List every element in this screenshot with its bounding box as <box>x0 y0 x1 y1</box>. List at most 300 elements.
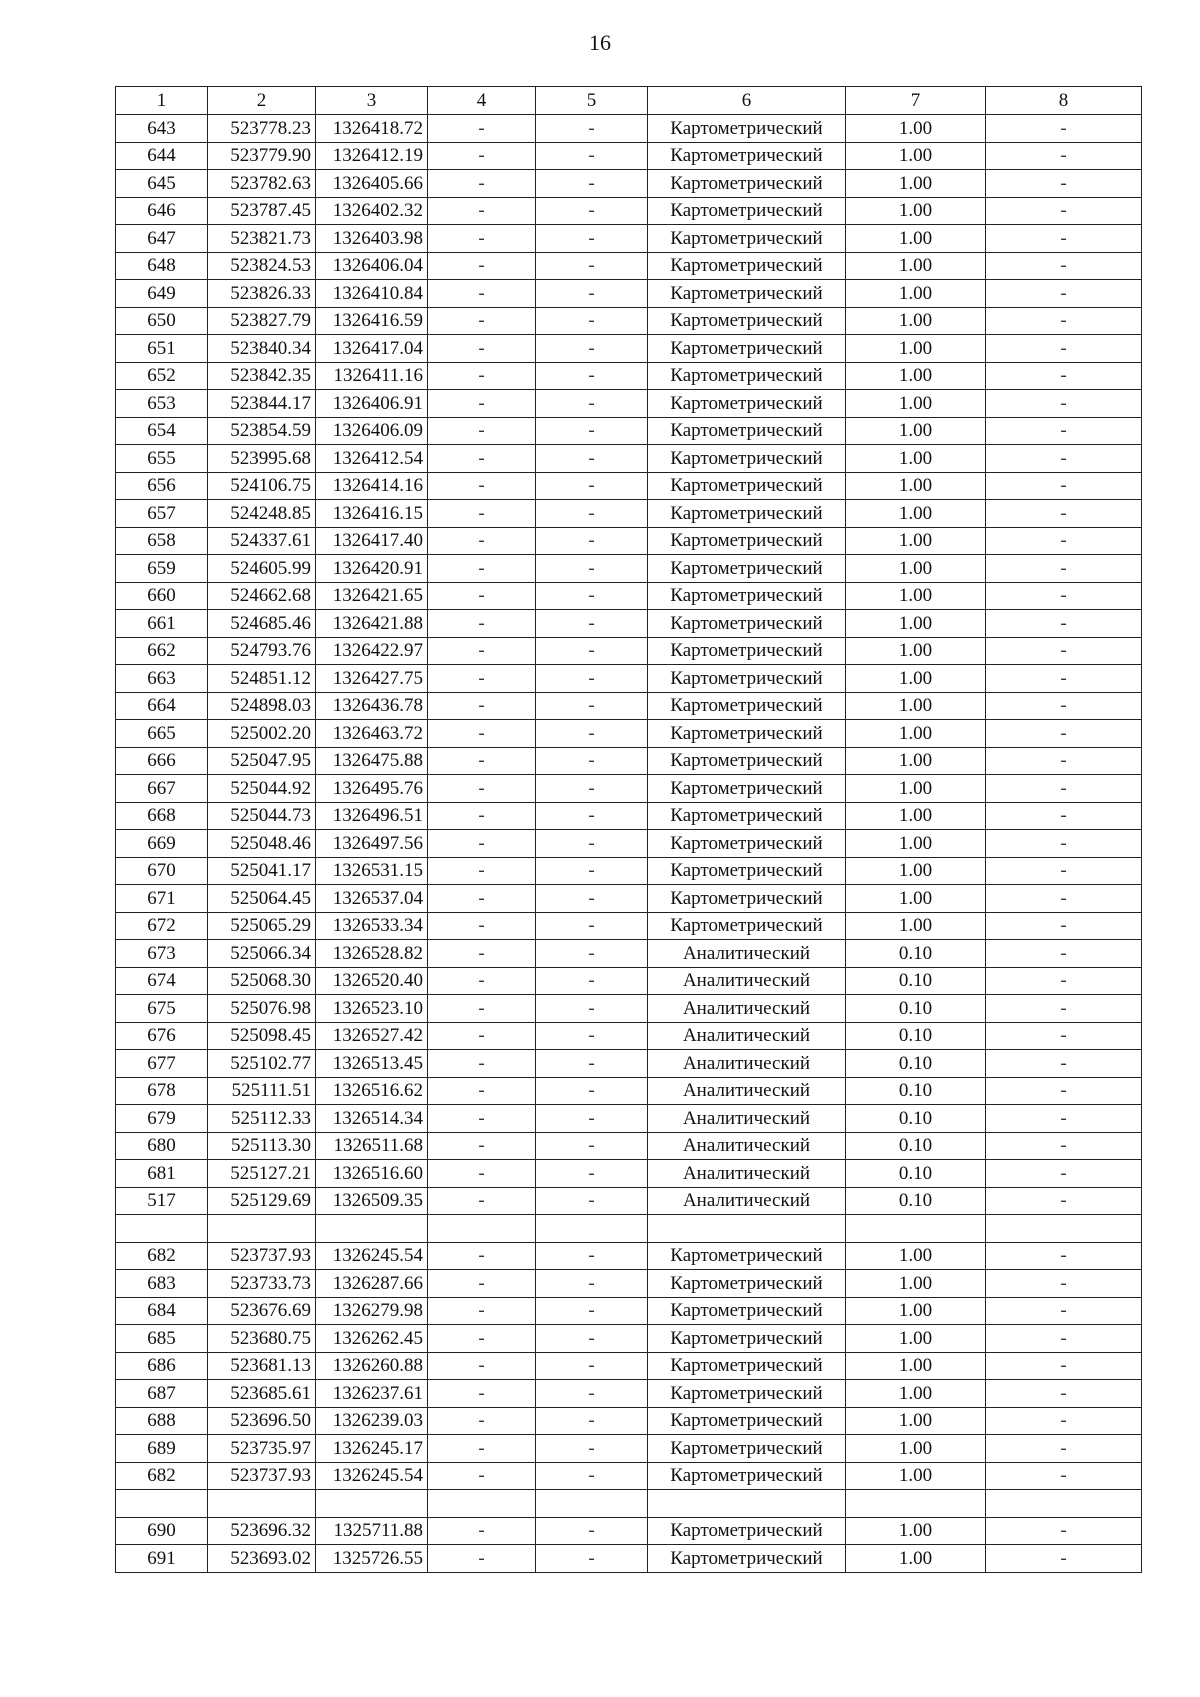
column-4-cell: - <box>428 1242 536 1270</box>
y-coordinate-cell: 1326417.40 <box>316 527 428 555</box>
column-5-cell: - <box>536 390 648 418</box>
x-coordinate-cell: 524248.85 <box>208 500 316 528</box>
page-number: 16 <box>589 30 611 55</box>
column-8-cell: - <box>986 912 1142 940</box>
accuracy-cell: 1.00 <box>846 445 986 473</box>
column-8-cell: - <box>986 142 1142 170</box>
column-4-cell: - <box>428 197 536 225</box>
point-number-cell: 645 <box>116 170 208 198</box>
x-coordinate-cell: 523733.73 <box>208 1270 316 1298</box>
column-8-cell: - <box>986 225 1142 253</box>
method-cell: Картометрический <box>648 692 846 720</box>
table-row <box>116 500 1142 528</box>
x-coordinate-cell: 523842.35 <box>208 362 316 390</box>
method-cell: Аналитический <box>648 995 846 1023</box>
y-coordinate-cell: 1326239.03 <box>316 1407 428 1435</box>
point-number-cell: 659 <box>116 555 208 583</box>
column-8-cell: - <box>986 940 1142 968</box>
x-coordinate-cell: 525127.21 <box>208 1160 316 1188</box>
method-cell <box>648 1215 846 1243</box>
column-4-cell: - <box>428 335 536 363</box>
method-cell: Картометрический <box>648 197 846 225</box>
column-5-cell: - <box>536 1545 648 1573</box>
column-4-cell: - <box>428 665 536 693</box>
table-row <box>116 555 1142 583</box>
column-8-cell <box>986 1490 1142 1518</box>
y-coordinate-cell: 1326427.75 <box>316 665 428 693</box>
x-coordinate-cell <box>208 1490 316 1518</box>
column-8-cell: - <box>986 637 1142 665</box>
column-4-cell: - <box>428 692 536 720</box>
point-number-cell: 688 <box>116 1407 208 1435</box>
column-8-cell: - <box>986 775 1142 803</box>
y-coordinate-cell: 1326245.54 <box>316 1462 428 1490</box>
point-number-cell: 682 <box>116 1462 208 1490</box>
point-number-cell: 669 <box>116 830 208 858</box>
y-coordinate-cell: 1326418.72 <box>316 115 428 143</box>
column-5-cell: - <box>536 775 648 803</box>
column-8-cell: - <box>986 830 1142 858</box>
method-cell: Картометрический <box>648 610 846 638</box>
y-coordinate-cell: 1326402.32 <box>316 197 428 225</box>
column-8-cell: - <box>986 720 1142 748</box>
table-row <box>116 1545 1142 1573</box>
x-coordinate-cell: 523680.75 <box>208 1325 316 1353</box>
accuracy-cell: 1.00 <box>846 1325 986 1353</box>
column-4-cell: - <box>428 912 536 940</box>
accuracy-cell: 1.00 <box>846 692 986 720</box>
column-4-cell: - <box>428 857 536 885</box>
y-coordinate-cell: 1326262.45 <box>316 1325 428 1353</box>
x-coordinate-cell: 525113.30 <box>208 1132 316 1160</box>
method-cell: Картометрический <box>648 802 846 830</box>
y-coordinate-cell: 1326421.88 <box>316 610 428 638</box>
x-coordinate-cell: 523840.34 <box>208 335 316 363</box>
column-header: 3 <box>316 87 428 115</box>
method-cell: Картометрический <box>648 472 846 500</box>
column-4-cell: - <box>428 1105 536 1133</box>
y-coordinate-cell: 1326406.91 <box>316 390 428 418</box>
method-cell: Аналитический <box>648 1187 846 1215</box>
y-coordinate-cell: 1326279.98 <box>316 1297 428 1325</box>
column-8-cell: - <box>986 1325 1142 1353</box>
accuracy-cell <box>846 1215 986 1243</box>
point-number-cell: 663 <box>116 665 208 693</box>
accuracy-cell: 1.00 <box>846 417 986 445</box>
column-4-cell: - <box>428 940 536 968</box>
column-5-cell: - <box>536 912 648 940</box>
column-5-cell: - <box>536 362 648 390</box>
column-8-cell: - <box>986 1435 1142 1463</box>
x-coordinate-cell: 523826.33 <box>208 280 316 308</box>
x-coordinate-cell: 525111.51 <box>208 1077 316 1105</box>
method-cell: Картометрический <box>648 1435 846 1463</box>
method-cell <box>648 1490 846 1518</box>
column-8-cell: - <box>986 1105 1142 1133</box>
column-5-cell: - <box>536 1462 648 1490</box>
column-8-cell: - <box>986 995 1142 1023</box>
column-5-cell: - <box>536 307 648 335</box>
column-4-cell: - <box>428 995 536 1023</box>
column-8-cell <box>986 1215 1142 1243</box>
column-5-cell: - <box>536 555 648 583</box>
y-coordinate-cell: 1326422.97 <box>316 637 428 665</box>
column-5-cell: - <box>536 445 648 473</box>
column-header: 7 <box>846 87 986 115</box>
method-cell: Аналитический <box>648 940 846 968</box>
x-coordinate-cell: 523696.50 <box>208 1407 316 1435</box>
column-8-cell: - <box>986 1545 1142 1573</box>
table-row <box>116 582 1142 610</box>
column-5-cell: - <box>536 197 648 225</box>
method-cell: Аналитический <box>648 1132 846 1160</box>
point-number-cell: 643 <box>116 115 208 143</box>
column-5-cell: - <box>536 747 648 775</box>
column-5-cell: - <box>536 665 648 693</box>
accuracy-cell: 1.00 <box>846 142 986 170</box>
table-row <box>116 610 1142 638</box>
method-cell: Картометрический <box>648 280 846 308</box>
point-number-cell: 660 <box>116 582 208 610</box>
column-5-cell: - <box>536 527 648 555</box>
column-8-cell: - <box>986 1242 1142 1270</box>
table-row <box>116 472 1142 500</box>
point-number-cell: 665 <box>116 720 208 748</box>
table-row <box>116 197 1142 225</box>
x-coordinate-cell: 523735.97 <box>208 1435 316 1463</box>
x-coordinate-cell: 524605.99 <box>208 555 316 583</box>
method-cell: Аналитический <box>648 1160 846 1188</box>
column-4-cell: - <box>428 610 536 638</box>
column-5-cell: - <box>536 720 648 748</box>
column-header: 1 <box>116 87 208 115</box>
x-coordinate-cell: 524851.12 <box>208 665 316 693</box>
column-8-cell: - <box>986 1077 1142 1105</box>
x-coordinate-cell: 523685.61 <box>208 1380 316 1408</box>
point-number-cell: 675 <box>116 995 208 1023</box>
point-number-cell: 662 <box>116 637 208 665</box>
column-5-cell: - <box>536 1407 648 1435</box>
column-8-cell: - <box>986 665 1142 693</box>
column-8-cell: - <box>986 692 1142 720</box>
column-4-cell: - <box>428 830 536 858</box>
column-8-cell: - <box>986 1050 1142 1078</box>
column-5-cell: - <box>536 1022 648 1050</box>
table-row <box>116 885 1142 913</box>
table-row <box>116 747 1142 775</box>
x-coordinate-cell: 525047.95 <box>208 747 316 775</box>
column-5-cell: - <box>536 967 648 995</box>
y-coordinate-cell: 1326421.65 <box>316 582 428 610</box>
column-header: 4 <box>428 87 536 115</box>
point-number-cell: 650 <box>116 307 208 335</box>
column-4-cell: - <box>428 307 536 335</box>
y-coordinate-cell <box>316 1490 428 1518</box>
accuracy-cell: 1.00 <box>846 912 986 940</box>
column-8-cell: - <box>986 252 1142 280</box>
y-coordinate-cell: 1326287.66 <box>316 1270 428 1298</box>
x-coordinate-cell: 525048.46 <box>208 830 316 858</box>
accuracy-cell: 0.10 <box>846 995 986 1023</box>
point-number-cell: 646 <box>116 197 208 225</box>
y-coordinate-cell: 1326496.51 <box>316 802 428 830</box>
y-coordinate-cell: 1326509.35 <box>316 1187 428 1215</box>
column-5-cell: - <box>536 1325 648 1353</box>
point-number-cell: 670 <box>116 857 208 885</box>
column-4-cell: - <box>428 252 536 280</box>
accuracy-cell: 1.00 <box>846 720 986 748</box>
accuracy-cell: 1.00 <box>846 1407 986 1435</box>
table-row <box>116 1517 1142 1545</box>
column-5-cell: - <box>536 417 648 445</box>
x-coordinate-cell: 525002.20 <box>208 720 316 748</box>
column-8-cell: - <box>986 747 1142 775</box>
point-number-cell: 649 <box>116 280 208 308</box>
x-coordinate-cell: 525044.92 <box>208 775 316 803</box>
x-coordinate-cell: 525064.45 <box>208 885 316 913</box>
point-number-cell: 517 <box>116 1187 208 1215</box>
column-4-cell: - <box>428 885 536 913</box>
accuracy-cell: 0.10 <box>846 1105 986 1133</box>
accuracy-cell: 1.00 <box>846 527 986 555</box>
x-coordinate-cell: 525129.69 <box>208 1187 316 1215</box>
table-row <box>116 665 1142 693</box>
x-coordinate-cell: 525065.29 <box>208 912 316 940</box>
accuracy-cell: 1.00 <box>846 280 986 308</box>
x-coordinate-cell: 525066.34 <box>208 940 316 968</box>
column-4-cell: - <box>428 362 536 390</box>
column-8-cell: - <box>986 1407 1142 1435</box>
y-coordinate-cell: 1326245.54 <box>316 1242 428 1270</box>
accuracy-cell: 1.00 <box>846 170 986 198</box>
column-5-cell: - <box>536 1132 648 1160</box>
table-row <box>116 720 1142 748</box>
column-8-cell: - <box>986 1462 1142 1490</box>
accuracy-cell: 1.00 <box>846 1297 986 1325</box>
method-cell: Картометрический <box>648 720 846 748</box>
point-number-cell: 668 <box>116 802 208 830</box>
point-number-cell: 681 <box>116 1160 208 1188</box>
point-number-cell: 677 <box>116 1050 208 1078</box>
table-row <box>116 527 1142 555</box>
column-4-cell: - <box>428 390 536 418</box>
x-coordinate-cell: 523676.69 <box>208 1297 316 1325</box>
y-coordinate-cell: 1326406.09 <box>316 417 428 445</box>
column-8-cell: - <box>986 445 1142 473</box>
column-5-cell <box>536 1490 648 1518</box>
column-4-cell: - <box>428 1050 536 1078</box>
accuracy-cell: 0.10 <box>846 940 986 968</box>
table-row <box>116 1160 1142 1188</box>
y-coordinate-cell: 1326237.61 <box>316 1380 428 1408</box>
y-coordinate-cell: 1326420.91 <box>316 555 428 583</box>
x-coordinate-cell: 523778.23 <box>208 115 316 143</box>
method-cell: Картометрический <box>648 417 846 445</box>
accuracy-cell: 1.00 <box>846 500 986 528</box>
y-coordinate-cell: 1326528.82 <box>316 940 428 968</box>
y-coordinate-cell: 1326411.16 <box>316 362 428 390</box>
point-number-cell: 671 <box>116 885 208 913</box>
point-number-cell: 687 <box>116 1380 208 1408</box>
column-4-cell: - <box>428 747 536 775</box>
y-coordinate-cell: 1326463.72 <box>316 720 428 748</box>
table-row <box>116 1490 1142 1518</box>
x-coordinate-cell <box>208 1215 316 1243</box>
table-row <box>116 692 1142 720</box>
column-header: 6 <box>648 87 846 115</box>
accuracy-cell: 0.10 <box>846 1187 986 1215</box>
column-5-cell: - <box>536 885 648 913</box>
column-4-cell: - <box>428 1187 536 1215</box>
column-8-cell: - <box>986 1297 1142 1325</box>
y-coordinate-cell: 1326527.42 <box>316 1022 428 1050</box>
y-coordinate-cell: 1326514.34 <box>316 1105 428 1133</box>
x-coordinate-cell: 524685.46 <box>208 610 316 638</box>
column-5-cell: - <box>536 1077 648 1105</box>
x-coordinate-cell: 523821.73 <box>208 225 316 253</box>
y-coordinate-cell: 1326523.10 <box>316 995 428 1023</box>
column-4-cell <box>428 1490 536 1518</box>
method-cell: Аналитический <box>648 1022 846 1050</box>
column-8-cell: - <box>986 170 1142 198</box>
y-coordinate-cell: 1326410.84 <box>316 280 428 308</box>
y-coordinate-cell: 1326417.04 <box>316 335 428 363</box>
column-8-cell: - <box>986 1517 1142 1545</box>
table-row <box>116 912 1142 940</box>
y-coordinate-cell: 1326436.78 <box>316 692 428 720</box>
y-coordinate-cell: 1326260.88 <box>316 1352 428 1380</box>
column-5-cell: - <box>536 1160 648 1188</box>
table-row <box>116 362 1142 390</box>
column-8-cell: - <box>986 967 1142 995</box>
point-number-cell <box>116 1490 208 1518</box>
x-coordinate-cell: 524106.75 <box>208 472 316 500</box>
x-coordinate-cell: 524898.03 <box>208 692 316 720</box>
y-coordinate-cell: 1326513.45 <box>316 1050 428 1078</box>
accuracy-cell: 1.00 <box>846 225 986 253</box>
accuracy-cell: 1.00 <box>846 885 986 913</box>
column-5-cell: - <box>536 637 648 665</box>
table-row <box>116 1105 1142 1133</box>
point-number-cell: 683 <box>116 1270 208 1298</box>
x-coordinate-cell: 525041.17 <box>208 857 316 885</box>
column-8-cell: - <box>986 610 1142 638</box>
column-5-cell: - <box>536 170 648 198</box>
accuracy-cell: 1.00 <box>846 1380 986 1408</box>
column-5-cell: - <box>536 830 648 858</box>
column-4-cell: - <box>428 1545 536 1573</box>
column-5-cell: - <box>536 857 648 885</box>
table-row <box>116 280 1142 308</box>
point-number-cell: 656 <box>116 472 208 500</box>
table-row <box>116 940 1142 968</box>
column-5-cell <box>536 1215 648 1243</box>
table-row <box>116 390 1142 418</box>
column-4-cell: - <box>428 1132 536 1160</box>
accuracy-cell: 0.10 <box>846 967 986 995</box>
column-8-cell: - <box>986 1380 1142 1408</box>
table-row <box>116 637 1142 665</box>
column-5-cell: - <box>536 995 648 1023</box>
table-row <box>116 1462 1142 1490</box>
x-coordinate-cell: 523782.63 <box>208 170 316 198</box>
table-row <box>116 1077 1142 1105</box>
column-4-cell: - <box>428 417 536 445</box>
x-coordinate-cell: 524337.61 <box>208 527 316 555</box>
point-number-cell: 657 <box>116 500 208 528</box>
y-coordinate-cell: 1326406.04 <box>316 252 428 280</box>
table-row <box>116 1352 1142 1380</box>
accuracy-cell: 1.00 <box>846 747 986 775</box>
table-row <box>116 1407 1142 1435</box>
x-coordinate-cell: 525068.30 <box>208 967 316 995</box>
method-cell: Картометрический <box>648 115 846 143</box>
accuracy-cell: 1.00 <box>846 1270 986 1298</box>
table-row <box>116 1380 1142 1408</box>
column-4-cell <box>428 1215 536 1243</box>
column-4-cell: - <box>428 445 536 473</box>
accuracy-cell: 1.00 <box>846 1462 986 1490</box>
table-row <box>116 115 1142 143</box>
x-coordinate-cell: 523827.79 <box>208 307 316 335</box>
column-4-cell: - <box>428 1435 536 1463</box>
column-header: 5 <box>536 87 648 115</box>
column-5-cell: - <box>536 142 648 170</box>
column-4-cell: - <box>428 472 536 500</box>
table-row <box>116 335 1142 363</box>
x-coordinate-cell: 523737.93 <box>208 1242 316 1270</box>
method-cell: Аналитический <box>648 1050 846 1078</box>
column-5-cell: - <box>536 252 648 280</box>
accuracy-cell: 1.00 <box>846 390 986 418</box>
accuracy-cell: 1.00 <box>846 1352 986 1380</box>
point-number-cell: 648 <box>116 252 208 280</box>
table-row <box>116 967 1142 995</box>
column-8-cell: - <box>986 857 1142 885</box>
method-cell: Картометрический <box>648 1380 846 1408</box>
point-number-cell: 690 <box>116 1517 208 1545</box>
point-number-cell: 647 <box>116 225 208 253</box>
column-8-cell: - <box>986 197 1142 225</box>
column-4-cell: - <box>428 1160 536 1188</box>
column-4-cell: - <box>428 1407 536 1435</box>
point-number-cell: 673 <box>116 940 208 968</box>
column-5-cell: - <box>536 610 648 638</box>
column-8-cell: - <box>986 307 1142 335</box>
column-5-cell: - <box>536 335 648 363</box>
x-coordinate-cell: 523787.45 <box>208 197 316 225</box>
column-5-cell: - <box>536 1050 648 1078</box>
table-body <box>116 115 1142 1573</box>
column-5-cell: - <box>536 1105 648 1133</box>
y-coordinate-cell: 1326412.54 <box>316 445 428 473</box>
method-cell: Картометрический <box>648 1407 846 1435</box>
x-coordinate-cell: 523824.53 <box>208 252 316 280</box>
column-4-cell: - <box>428 1270 536 1298</box>
column-4-cell: - <box>428 1517 536 1545</box>
x-coordinate-cell: 524662.68 <box>208 582 316 610</box>
method-cell: Картометрический <box>648 885 846 913</box>
method-cell: Картометрический <box>648 555 846 583</box>
y-coordinate-cell: 1326531.15 <box>316 857 428 885</box>
y-coordinate-cell: 1326520.40 <box>316 967 428 995</box>
y-coordinate-cell <box>316 1215 428 1243</box>
point-number-cell: 664 <box>116 692 208 720</box>
table-row <box>116 142 1142 170</box>
column-4-cell: - <box>428 720 536 748</box>
point-number-cell: 672 <box>116 912 208 940</box>
column-4-cell: - <box>428 1022 536 1050</box>
